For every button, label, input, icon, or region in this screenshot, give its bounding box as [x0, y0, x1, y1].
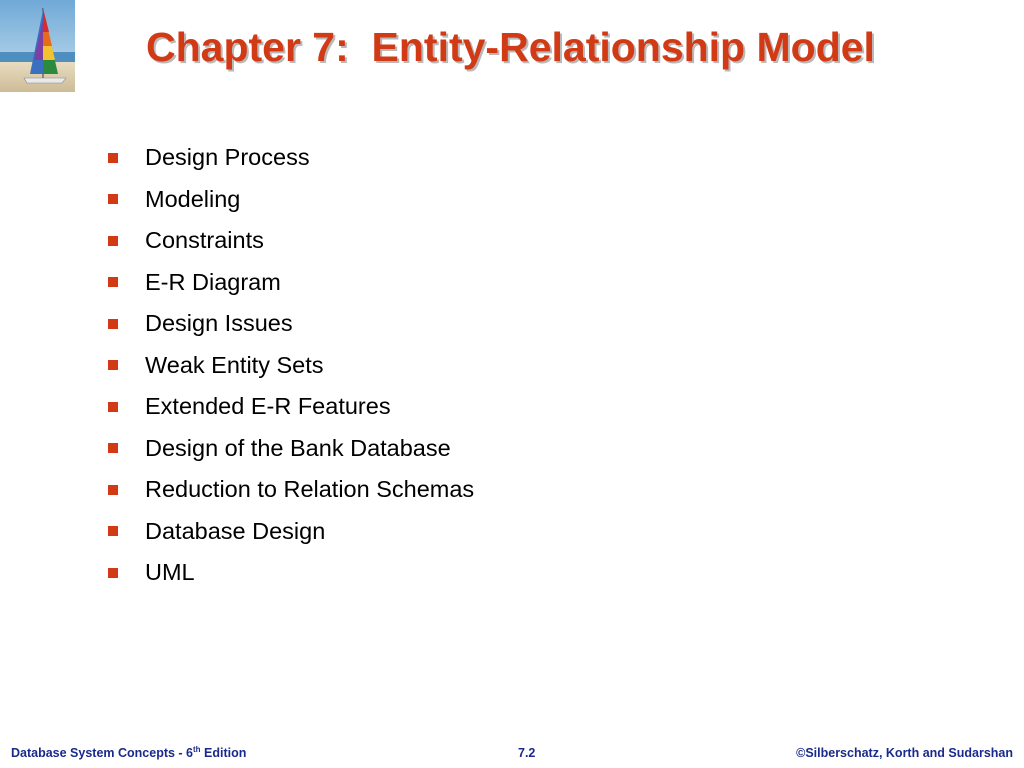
list-item: [108, 345, 474, 387]
square-bullet-icon: [108, 360, 118, 370]
bullet-text: Constraints: [145, 227, 264, 254]
footer-book-title: [11, 746, 246, 760]
list-item: [108, 137, 474, 179]
bullet-text: Modeling: [145, 185, 241, 212]
bullet-text: E-R Diagram: [145, 268, 281, 295]
bullet-text: Database Design: [145, 517, 326, 544]
square-bullet-icon: [108, 485, 118, 495]
list-item: [108, 552, 474, 594]
slide-title: Chapter 7: Entity-Relationship Model: [146, 24, 875, 70]
footer-book-sup: th: [193, 745, 201, 754]
square-bullet-icon: [108, 153, 118, 163]
square-bullet-icon: [108, 443, 118, 453]
list-item: [108, 220, 474, 262]
list-item: [108, 428, 474, 470]
bullet-text: Design Process: [145, 144, 310, 171]
bullet-text: Extended E-R Features: [145, 393, 391, 420]
list-item: [108, 511, 474, 553]
bullet-text: Weak Entity Sets: [145, 351, 324, 378]
square-bullet-icon: [108, 402, 118, 412]
sailboat-logo-icon: [0, 0, 75, 92]
bullet-text: UML: [145, 559, 195, 586]
square-bullet-icon: [108, 526, 118, 536]
square-bullet-icon: [108, 568, 118, 578]
square-bullet-icon: [108, 194, 118, 204]
bullet-text: Design of the Bank Database: [145, 434, 451, 461]
bullet-text: Reduction to Relation Schemas: [145, 476, 475, 503]
square-bullet-icon: [108, 319, 118, 329]
list-item: [108, 469, 474, 511]
footer-page-number: 7.2: [518, 746, 536, 760]
slide-footer: [0, 744, 1024, 764]
footer-copyright: ©Silberschatz, Korth and Sudarshan: [796, 746, 1013, 760]
footer-book-prefix: Database System Concepts - 6: [11, 746, 194, 760]
list-item: [108, 303, 474, 345]
list-item: [108, 262, 474, 304]
square-bullet-icon: [108, 236, 118, 246]
footer-book-suffix: Edition: [200, 746, 247, 760]
square-bullet-icon: [108, 277, 118, 287]
list-item: [108, 386, 474, 428]
bullet-list: [108, 137, 474, 594]
bullet-text: Design Issues: [145, 310, 293, 337]
list-item: [108, 179, 474, 221]
